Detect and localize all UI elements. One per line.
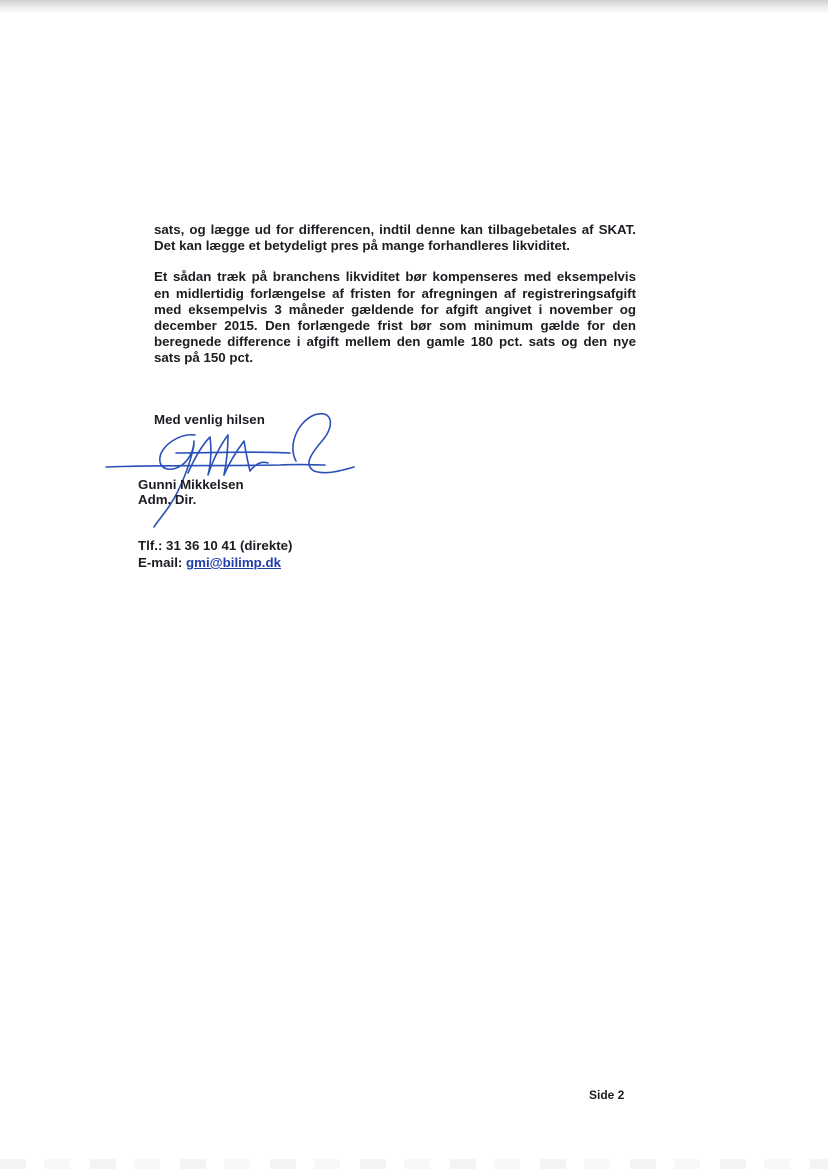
email-link[interactable]: gmi@bilimp.dk (186, 555, 281, 570)
handwritten-signature-icon (100, 405, 370, 535)
letter-body (154, 222, 636, 382)
email-label: E-mail: (138, 555, 187, 570)
page-number: Side 2 (589, 1088, 625, 1102)
signer-name: Gunni Mikkelsen (138, 477, 244, 492)
body-paragraph-1: sats, og lægge ud for differencen, indtil denne kan tilbagebetales af SKAT. Det kan lægge et betydeligt pres på mange forhandleres likviditet. (154, 222, 636, 254)
email-line (138, 555, 281, 570)
closing-salutation: Med venlig hilsen (154, 412, 265, 427)
scan-top-edge (0, 0, 828, 14)
signer-title: Adm. Dir. (138, 492, 197, 507)
phone-line: Tlf.: 31 36 10 41 (direkte) (138, 538, 293, 553)
body-paragraph-2: Et sådan træk på branchens likviditet bør kompenseres med eksempelvis en midlertidig forlængelse af fristen for afregningen af registreringsafgift med eksempelvis 3 måneder gældende for afgift angivet i november og december 2015. Den forlængede frist bør som minimum gælde for den beregnede difference i afgift mellem den gamle 180 pct. sats og den nye sats på 150 pct. (154, 269, 636, 366)
scan-bottom-edge (0, 1159, 828, 1169)
